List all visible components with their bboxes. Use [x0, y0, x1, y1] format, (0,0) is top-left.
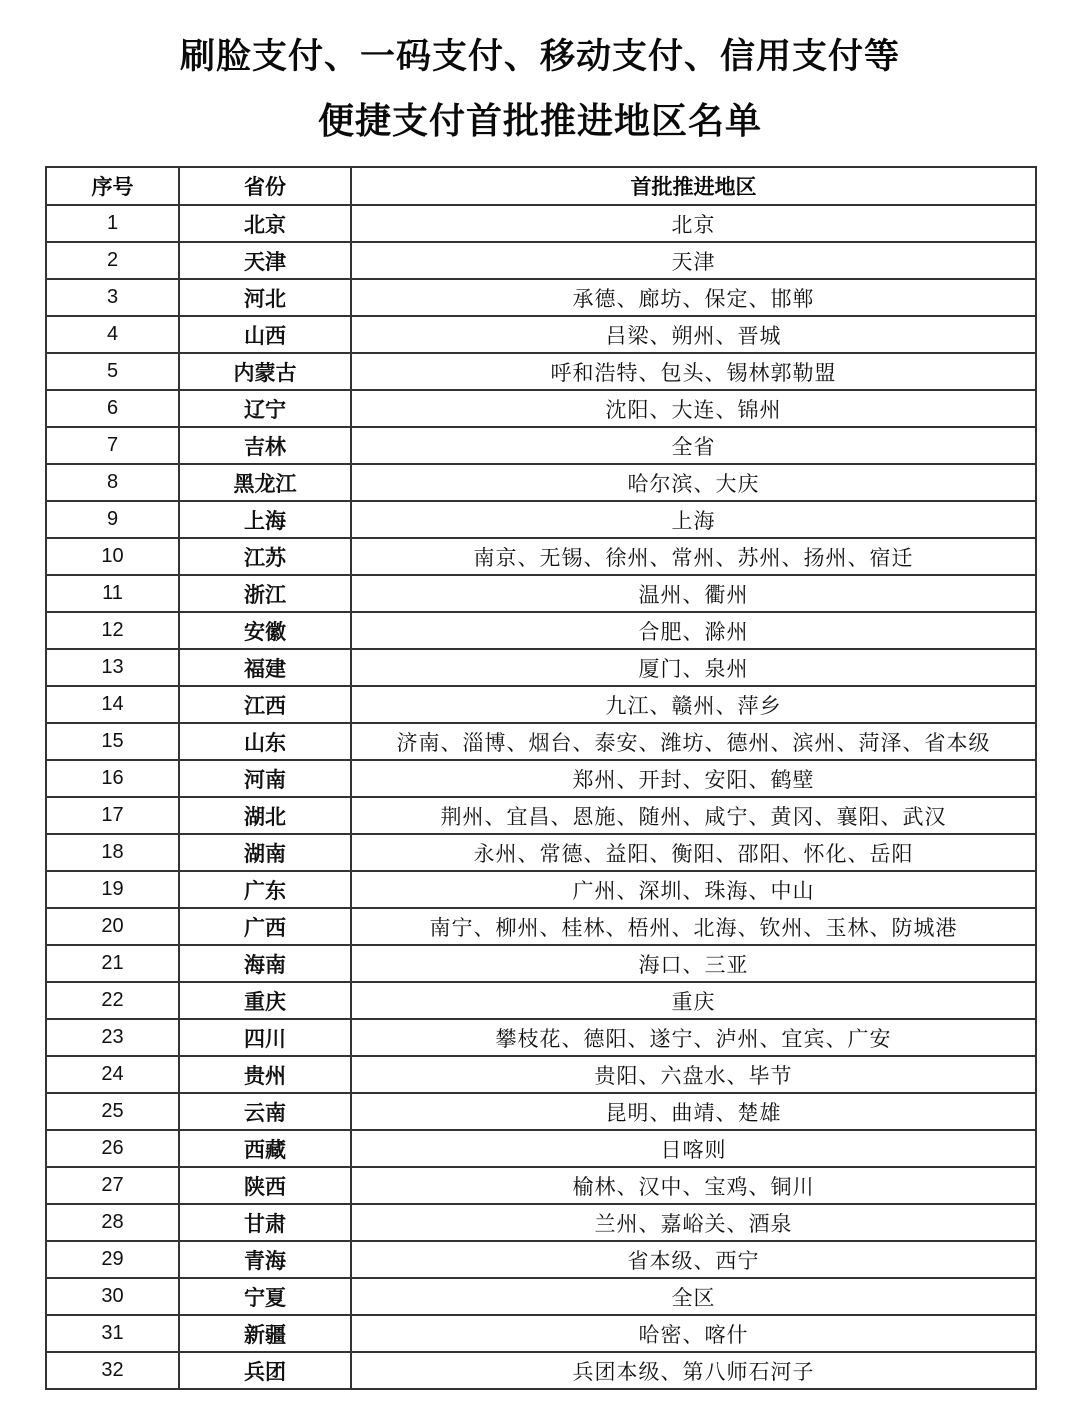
regions-cell: 合肥、滁州 — [351, 612, 1036, 649]
regions-cell: 哈密、喀什 — [351, 1315, 1036, 1352]
regions-cell: 榆林、汉中、宝鸡、铜川 — [351, 1167, 1036, 1204]
row-number: 4 — [46, 316, 179, 353]
province-cell: 四川 — [179, 1019, 351, 1056]
regions-cell: 兵团本级、第八师石河子 — [351, 1352, 1036, 1389]
regions-cell: 济南、淄博、烟台、泰安、潍坊、德州、滨州、菏泽、省本级 — [351, 723, 1036, 760]
province-cell: 福建 — [179, 649, 351, 686]
province-cell: 黑龙江 — [179, 464, 351, 501]
table-row — [46, 1130, 1036, 1167]
province-cell: 贵州 — [179, 1056, 351, 1093]
province-cell: 广西 — [179, 908, 351, 945]
province-cell: 陕西 — [179, 1167, 351, 1204]
province-cell: 西藏 — [179, 1130, 351, 1167]
regions-cell: 天津 — [351, 242, 1036, 279]
row-number: 7 — [46, 427, 179, 464]
table-row — [46, 464, 1036, 501]
regions-cell: 温州、衢州 — [351, 575, 1036, 612]
table-row — [46, 501, 1036, 538]
table-row — [46, 279, 1036, 316]
row-number: 9 — [46, 501, 179, 538]
table-row — [46, 797, 1036, 834]
row-number: 5 — [46, 353, 179, 390]
regions-cell: 呼和浩特、包头、锡林郭勒盟 — [351, 353, 1036, 390]
province-cell: 浙江 — [179, 575, 351, 612]
regions-cell: 永州、常德、益阳、衡阳、邵阳、怀化、岳阳 — [351, 834, 1036, 871]
row-number: 31 — [46, 1315, 179, 1352]
row-number: 19 — [46, 871, 179, 908]
regions-cell: 南宁、柳州、桂林、梧州、北海、钦州、玉林、防城港 — [351, 908, 1036, 945]
table-row — [46, 1056, 1036, 1093]
regions-cell: 吕梁、朔州、晋城 — [351, 316, 1036, 353]
province-cell: 青海 — [179, 1241, 351, 1278]
table-row — [46, 1204, 1036, 1241]
table-header-row — [46, 167, 1036, 205]
province-cell: 安徽 — [179, 612, 351, 649]
province-cell: 海南 — [179, 945, 351, 982]
table-row — [46, 982, 1036, 1019]
row-number: 2 — [46, 242, 179, 279]
document-title-line-2: 便捷支付首批推进地区名单 — [317, 100, 762, 141]
province-cell: 山西 — [179, 316, 351, 353]
regions-cell: 哈尔滨、大庆 — [351, 464, 1036, 501]
row-number: 27 — [46, 1167, 179, 1204]
row-number: 11 — [46, 575, 179, 612]
row-number: 28 — [46, 1204, 179, 1241]
regions-cell: 日喀则 — [351, 1130, 1036, 1167]
table-row — [46, 1019, 1036, 1056]
province-cell: 新疆 — [179, 1315, 351, 1352]
column-header-regions: 首批推进地区 — [351, 167, 1036, 205]
regions-cell: 九江、赣州、萍乡 — [351, 686, 1036, 723]
province-cell: 湖北 — [179, 797, 351, 834]
table-row — [46, 686, 1036, 723]
regions-cell: 上海 — [351, 501, 1036, 538]
row-number: 17 — [46, 797, 179, 834]
table-row — [46, 1241, 1036, 1278]
regions-cell: 贵阳、六盘水、毕节 — [351, 1056, 1036, 1093]
row-number: 23 — [46, 1019, 179, 1056]
regions-cell: 全省 — [351, 427, 1036, 464]
table-row — [46, 834, 1036, 871]
row-number: 24 — [46, 1056, 179, 1093]
province-cell: 湖南 — [179, 834, 351, 871]
table-row — [46, 1352, 1036, 1389]
regions-cell: 承德、廊坊、保定、邯郸 — [351, 279, 1036, 316]
regions-cell: 广州、深圳、珠海、中山 — [351, 871, 1036, 908]
province-cell: 上海 — [179, 501, 351, 538]
row-number: 29 — [46, 1241, 179, 1278]
table-row — [46, 760, 1036, 797]
row-number: 22 — [46, 982, 179, 1019]
table-row — [46, 538, 1036, 575]
row-number: 13 — [46, 649, 179, 686]
regions-cell: 郑州、开封、安阳、鹤壁 — [351, 760, 1036, 797]
column-header-index: 序号 — [46, 167, 179, 205]
table-row — [46, 1278, 1036, 1315]
province-cell: 河北 — [179, 279, 351, 316]
province-cell: 兵团 — [179, 1352, 351, 1389]
row-number: 10 — [46, 538, 179, 575]
province-cell: 宁夏 — [179, 1278, 351, 1315]
row-number: 1 — [46, 205, 179, 242]
regions-table — [45, 166, 1037, 1390]
table-row — [46, 612, 1036, 649]
table-row — [46, 723, 1036, 760]
regions-cell: 兰州、嘉峪关、酒泉 — [351, 1204, 1036, 1241]
regions-cell: 荆州、宜昌、恩施、随州、咸宁、黄冈、襄阳、武汉 — [351, 797, 1036, 834]
table-row — [46, 1315, 1036, 1352]
province-cell: 辽宁 — [179, 390, 351, 427]
row-number: 15 — [46, 723, 179, 760]
regions-cell: 全区 — [351, 1278, 1036, 1315]
table-row — [46, 390, 1036, 427]
table-row — [46, 575, 1036, 612]
row-number: 6 — [46, 390, 179, 427]
table-row — [46, 316, 1036, 353]
table-row — [46, 871, 1036, 908]
regions-cell: 北京 — [351, 205, 1036, 242]
regions-cell: 昆明、曲靖、楚雄 — [351, 1093, 1036, 1130]
table-row — [46, 353, 1036, 390]
table-row — [46, 1093, 1036, 1130]
table-row — [46, 205, 1036, 242]
province-cell: 甘肃 — [179, 1204, 351, 1241]
row-number: 3 — [46, 279, 179, 316]
row-number: 18 — [46, 834, 179, 871]
row-number: 8 — [46, 464, 179, 501]
row-number: 32 — [46, 1352, 179, 1389]
document-title-line-1: 刷脸支付、一码支付、移动支付、信用支付等 — [179, 37, 900, 76]
province-cell: 北京 — [179, 205, 351, 242]
table-row — [46, 649, 1036, 686]
province-cell: 江西 — [179, 686, 351, 723]
regions-cell: 南京、无锡、徐州、常州、苏州、扬州、宿迁 — [351, 538, 1036, 575]
province-cell: 天津 — [179, 242, 351, 279]
province-cell: 云南 — [179, 1093, 351, 1130]
province-cell: 江苏 — [179, 538, 351, 575]
row-number: 20 — [46, 908, 179, 945]
table-row — [46, 1167, 1036, 1204]
row-number: 16 — [46, 760, 179, 797]
row-number: 14 — [46, 686, 179, 723]
regions-cell: 沈阳、大连、锦州 — [351, 390, 1036, 427]
table-row — [46, 427, 1036, 464]
regions-cell: 省本级、西宁 — [351, 1241, 1036, 1278]
province-cell: 内蒙古 — [179, 353, 351, 390]
table-row — [46, 242, 1036, 279]
province-cell: 吉林 — [179, 427, 351, 464]
table-row — [46, 945, 1036, 982]
table-row — [46, 908, 1036, 945]
regions-cell: 攀枝花、德阳、遂宁、泸州、宜宾、广安 — [351, 1019, 1036, 1056]
regions-cell: 厦门、泉州 — [351, 649, 1036, 686]
row-number: 21 — [46, 945, 179, 982]
row-number: 30 — [46, 1278, 179, 1315]
row-number: 26 — [46, 1130, 179, 1167]
row-number: 25 — [46, 1093, 179, 1130]
province-cell: 广东 — [179, 871, 351, 908]
regions-cell: 海口、三亚 — [351, 945, 1036, 982]
column-header-province: 省份 — [179, 167, 351, 205]
province-cell: 山东 — [179, 723, 351, 760]
regions-cell: 重庆 — [351, 982, 1036, 1019]
province-cell: 重庆 — [179, 982, 351, 1019]
province-cell: 河南 — [179, 760, 351, 797]
row-number: 12 — [46, 612, 179, 649]
